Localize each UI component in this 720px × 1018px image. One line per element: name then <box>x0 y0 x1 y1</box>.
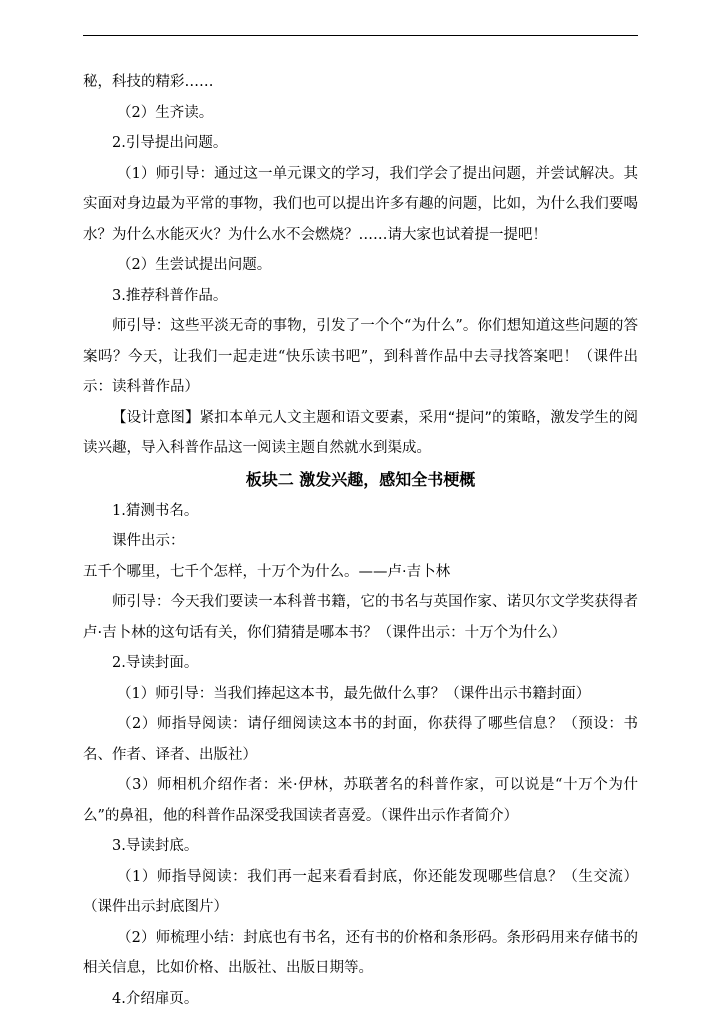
paragraph-step: （3）师相机介绍作者：米·伊林，苏联著名的科普作家，可以说是“十万个为什么”的鼻祖，他的科普作品深受我国读者喜爱。（课件出示作者简介） <box>83 777 638 824</box>
quote-line: 五千个哪里，七千个怎样，十万个为什么。——卢·吉卜林 <box>83 563 451 580</box>
section-item: 4.介绍扉页。 <box>112 990 199 1007</box>
section-item: 2.导读封面。 <box>112 655 199 671</box>
paragraph: 师引导：今天我们要读一本科普书籍，它的书名与英国作家、诺贝尔文学奖获得者卢·吉卜林的这句话有关，你们猜猜是哪本书？（课件出示：十万个为什么） <box>83 594 638 641</box>
paragraph-step: （1）师指导阅读：我们再一起来看看封底，你还能发现哪些信息？（生交流）（课件出示封底图片） <box>83 868 638 915</box>
section-item: 2.引导提出问题。 <box>112 135 228 151</box>
section-heading: 板块二 激发兴趣，感知全书梗概 <box>245 469 476 489</box>
section-item: 3.推荐科普作品。 <box>112 287 228 304</box>
paragraph-step: （2）生尝试提出问题。 <box>117 257 272 273</box>
design-intent-note: 【设计意图】紧扣本单元人文主题和语文要素，采用“提问”的策略，激发学生的阅读兴趣，导入科普作品这一阅读主题自然就水到渠成。 <box>83 409 638 456</box>
header-rule <box>83 35 638 36</box>
paragraph-continuation: 秘，科技的精彩…… <box>83 74 214 90</box>
paragraph-step: （1）师引导：通过这一单元课文的学习，我们学会了提出问题，并尝试解决。其实面对身边最为平常的事物，我们也可以提出许多有趣的问题，比如，为什么我们要喝水？为什么水能灭火？为什么水不会燃烧？……请大家也试着提一提吧！ <box>83 165 638 243</box>
paragraph-step: （2）师梳理小结：封底也有书名，还有书的价格和条形码。条形码用来存储书的相关信息，比如价格、出版社、出版日期等。 <box>83 929 638 976</box>
section-item: 1.猜测书名。 <box>112 502 199 519</box>
section-item: 3.导读封底。 <box>112 838 199 854</box>
paragraph-step: （1）师引导：当我们捧起这本书，最先做什么事？（课件出示书籍封面） <box>117 685 591 702</box>
paragraph: 师引导：这些平淡无奇的事物，引发了一个个“为什么”。你们想知道这些问题的答案吗？今天，让我们一起走进“快乐读书吧”，到科普作品中去寻找答案吧！（课件出示：读科普作品） <box>83 318 638 395</box>
paragraph: 课件出示： <box>112 533 185 549</box>
paragraph-step: （2）师指导阅读：请仔细阅读这本书的封面，你获得了哪些信息？（预设：书名、作者、译者、出版社） <box>83 716 638 763</box>
paragraph-step: （2）生齐读。 <box>117 104 214 121</box>
document-body <box>83 67 638 1014</box>
